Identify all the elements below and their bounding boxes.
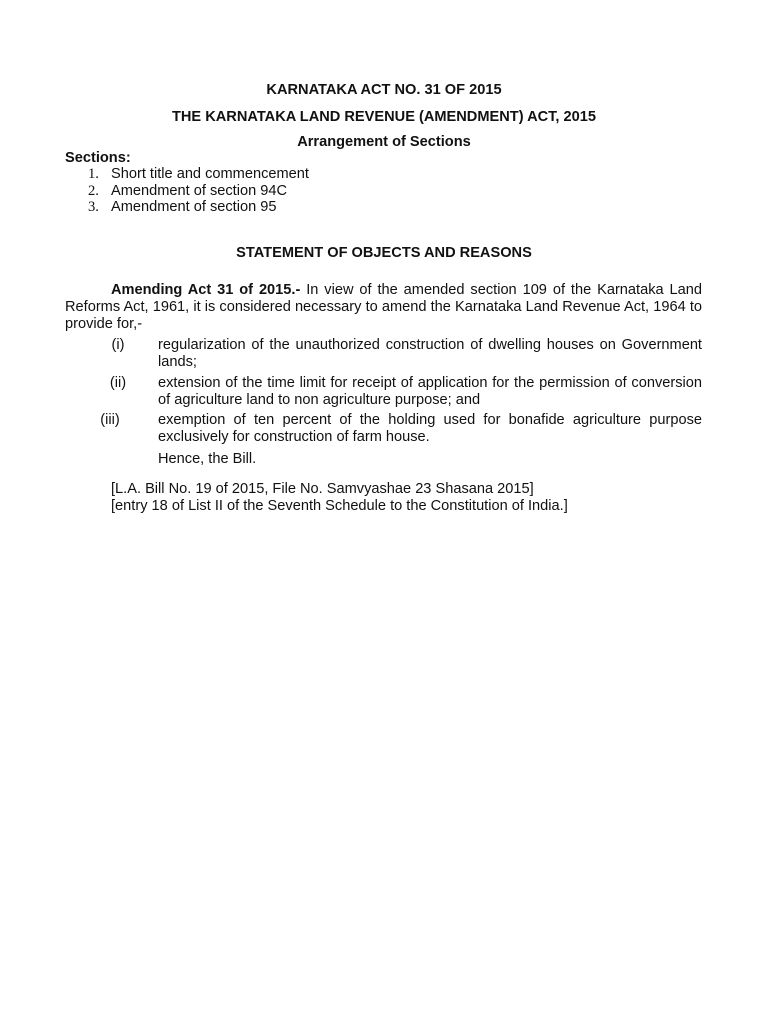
- bill-citation: [111, 481, 568, 515]
- section-item: [0, 183, 768, 200]
- section-label: Amendment of section 95: [111, 199, 277, 215]
- section-number: 1.: [88, 166, 99, 182]
- arrangement-heading: Arrangement of Sections: [297, 134, 471, 150]
- section-number: 3.: [88, 199, 99, 215]
- act-title-heading: THE KARNATAKA LAND REVENUE (AMENDMENT) ACT, 2015: [171, 109, 597, 125]
- section-label: Amendment of section 94C: [111, 182, 288, 199]
- citation-line: [entry 18 of List II of the Seventh Schedule to the Constitution of India.]: [111, 498, 568, 514]
- clause-text: extension of the time limit for receipt of application for the permission of conversion of agriculture land to non agriculture purpose; and: [158, 375, 702, 408]
- clause-number: (iii): [100, 412, 120, 428]
- intro-paragraph: [65, 282, 702, 333]
- section-item: [0, 199, 768, 216]
- closing-line: Hence, the Bill.: [158, 451, 257, 467]
- citation-line: [L.A. Bill No. 19 of 2015, File No. Samvyashae 23 Shasana 2015]: [111, 481, 534, 497]
- act-number-heading: KARNATAKA ACT NO. 31 OF 2015: [266, 82, 502, 98]
- sections-label: Sections:: [65, 150, 131, 166]
- clause-text: regularization of the unauthorized construction of dwelling houses on Government lands;: [158, 337, 702, 370]
- clause-text: exemption of ten percent of the holding used for bonafide agriculture purpose exclusively for construction of farm house.: [158, 412, 702, 445]
- section-item: [0, 166, 768, 183]
- intro-text: In view of the amended section 109 of the Karnataka Land Reforms Act, 1961, it is considered necessary to amend the Karnataka Land Revenue Act, 1964 to provide for,-: [65, 282, 702, 332]
- section-number: 2.: [88, 182, 99, 199]
- section-label: Short title and commencement: [111, 166, 309, 182]
- intro-lead: Amending Act 31 of 2015.-: [111, 282, 301, 298]
- clause-number: (ii): [109, 375, 127, 391]
- sections-list: [0, 166, 768, 216]
- statement-heading: STATEMENT OF OBJECTS AND REASONS: [236, 245, 532, 261]
- clause-number: (i): [111, 337, 125, 353]
